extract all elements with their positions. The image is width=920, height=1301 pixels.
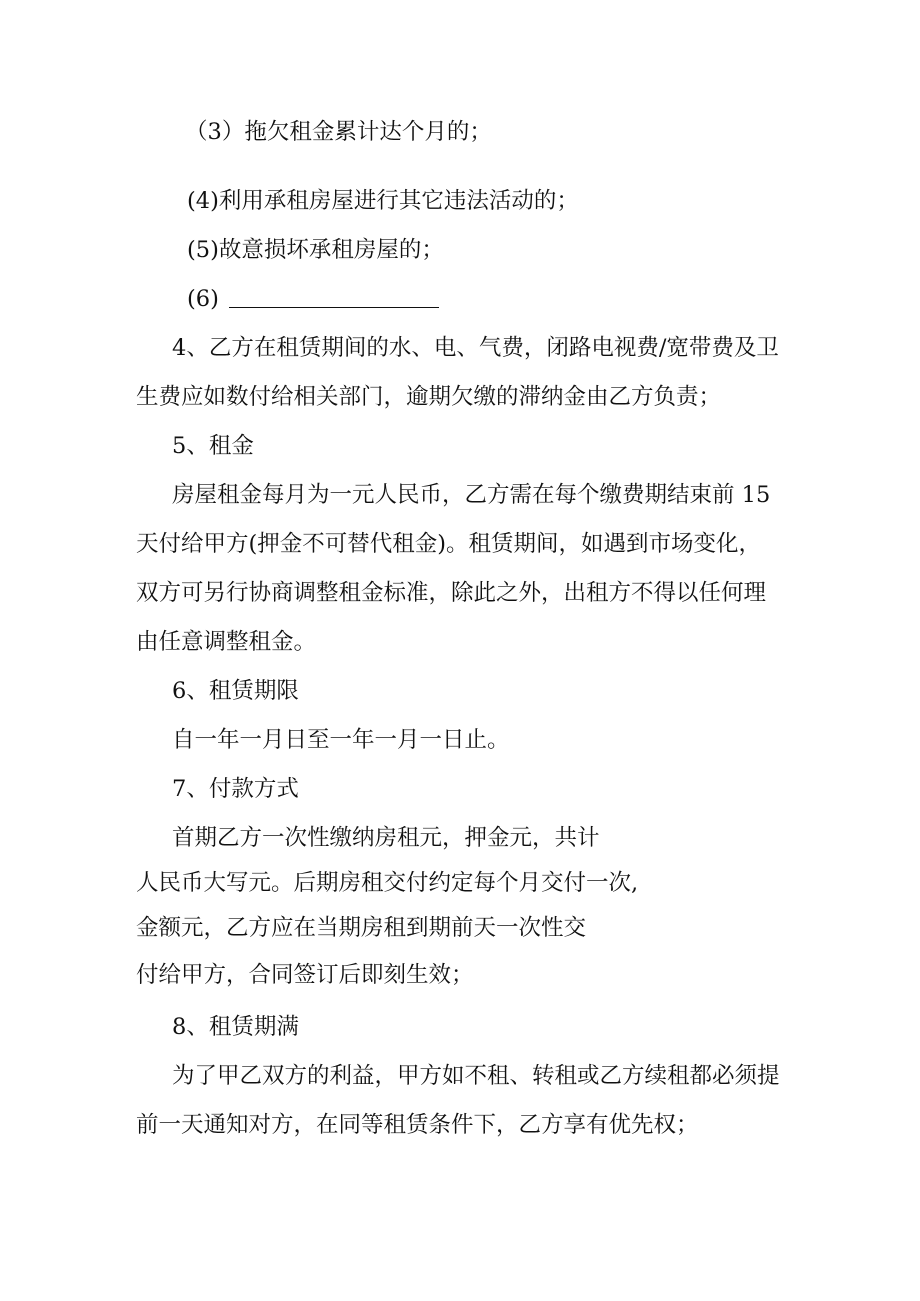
section-5-line-1: 房屋租金每月为一元人民币，乙方需在每个缴费期结束前 15: [172, 482, 771, 508]
section-8-line-1: 为了甲乙双方的利益，甲方如不租、转租或乙方续租都必须提: [172, 1063, 780, 1089]
section-7-heading: 7、付款方式: [172, 776, 299, 802]
list-item-6-label: (6): [187, 286, 219, 312]
section-7-line-4: 付给甲方，合同签订后即刻生效；: [136, 962, 474, 988]
section-7-line-3: 金额元，乙方应在当期房租到期前天一次性交: [136, 915, 587, 941]
list-item-6: [187, 284, 439, 314]
section-5-line-2: 天付给甲方(押金不可替代租金)。租赁期间，如遇到市场变化，: [136, 531, 762, 557]
list-item-5: (5)故意损坏承租房屋的；: [187, 237, 444, 263]
fill-in-blank: [229, 306, 439, 308]
list-item-4: (4)利用承租房屋进行其它违法活动的；: [187, 188, 579, 214]
section-5-heading: 5、租金: [172, 433, 254, 459]
section-6-heading: 6、租赁期限: [172, 678, 299, 704]
list-item-3: （3）拖欠租金累计达个月的；: [185, 119, 492, 145]
section-7-line-1: 首期乙方一次性缴纳房租元，押金元，共计: [172, 825, 600, 851]
section-4-line-2: 生费应如数付给相关部门，逾期欠缴的滞纳金由乙方负责；: [136, 384, 722, 410]
section-8-heading: 8、租赁期满: [172, 1014, 299, 1040]
section-4-line-1: 4、乙方在租赁期间的水、电、气费，闭路电视费/宽带费及卫: [172, 335, 779, 361]
section-5-line-4: 由任意调整租金。: [136, 629, 317, 655]
section-5-line-3: 双方可另行协商调整租金标准，除此之外，出租方不得以任何理: [136, 580, 767, 606]
section-8-line-2: 前一天通知对方，在同等租赁条件下，乙方享有优先权；: [136, 1112, 699, 1138]
section-7-line-2: 人民币大写元。后期房租交付约定每个月交付一次,: [136, 870, 639, 896]
section-6-line-1: 自一年一月日至一年一月一日止。: [172, 727, 510, 753]
